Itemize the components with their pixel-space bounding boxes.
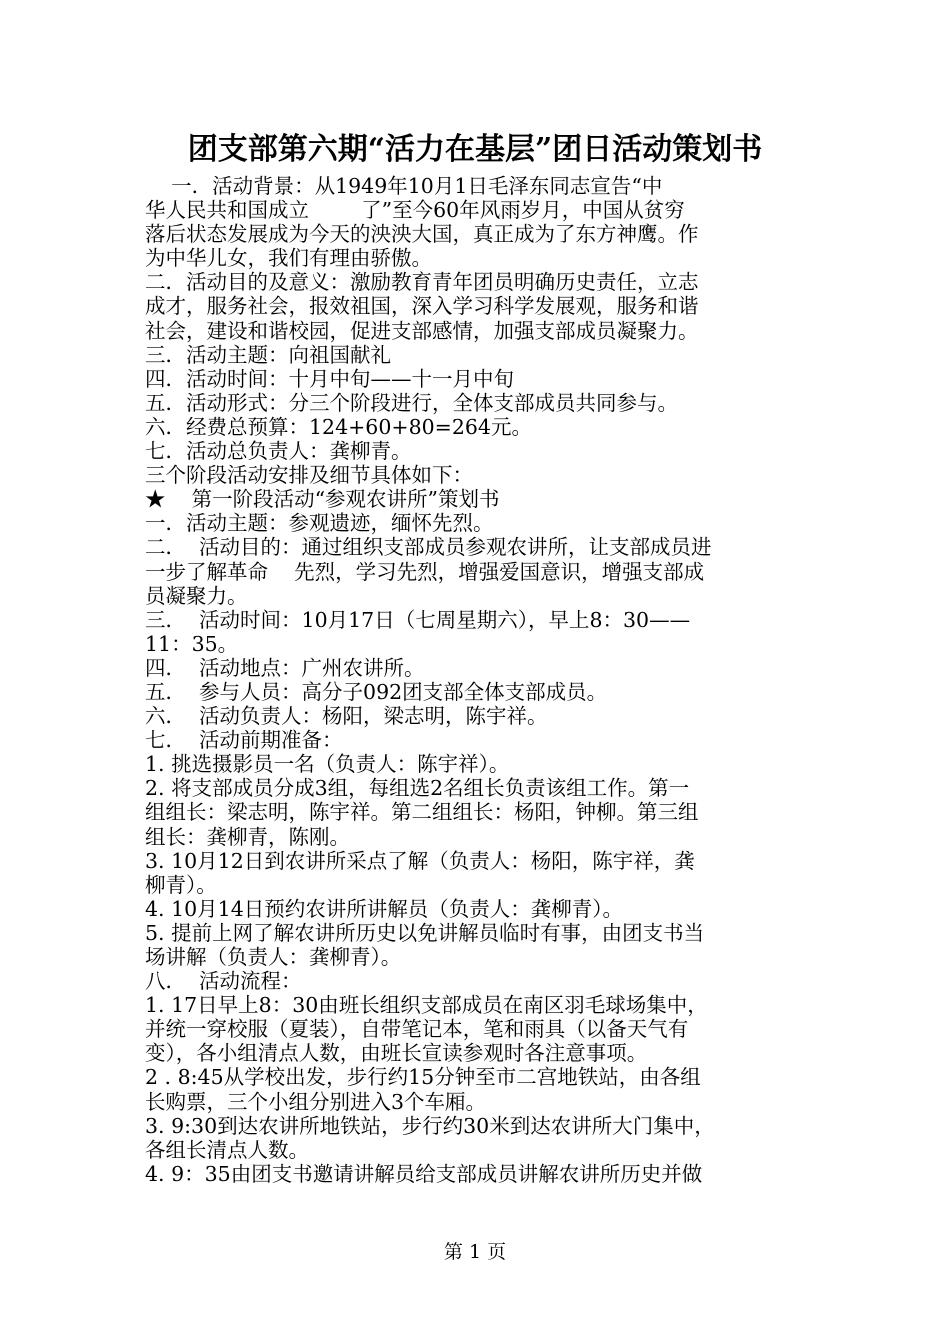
body-line: 七． 活动前期准备： xyxy=(145,728,343,753)
body-line: 六．经费总预算：124+60+80=264元。 xyxy=(145,414,532,439)
body-line: 一．活动背景：从1949年10月1日毛泽东同志宣告“中 xyxy=(145,174,663,198)
body-line: 2. 将支部成员分成3组，每组选2名组长负责该组工作。第一 xyxy=(145,776,690,801)
body-line: 二． 活动目的：通过组织支部成员参观农讲所，让支部成员进 xyxy=(145,535,712,560)
body-line: 五．活动形式：分三个阶段进行，全体支部成员共同参与。 xyxy=(145,390,678,415)
body-line: 成才，服务社会，报效祖国，深入学习科学发展观，服务和谐 xyxy=(145,294,699,319)
body-line: 2 . 8:45从学校出发，步行约15分钟至市二宫地铁站，由各组 xyxy=(145,1065,701,1090)
body-line: 一．活动主题：参观遗迹，缅怀先烈。 xyxy=(145,511,494,536)
body-line: 华人民共和国成立 了”至今60年风雨岁月，中国从贫穷 xyxy=(145,198,685,223)
body-line: 三个阶段活动安排及细节具体如下： xyxy=(145,463,473,488)
body-line: 柳青）。 xyxy=(145,872,217,897)
body-line: 三．活动主题：向祖国献礼 xyxy=(145,342,391,367)
body-line: 八． 活动流程： xyxy=(145,969,302,994)
document-title: 团支部第六期“活力在基层”团日活动策划书 xyxy=(187,132,763,167)
body-line: 1. 17日早上8：30由班长组织支部成员在南区羽毛球场集中， xyxy=(145,993,708,1018)
body-line: ★ 第一阶段活动“参观农讲所”策划书 xyxy=(145,487,500,512)
body-line: 场讲解（负责人：龚柳青）。 xyxy=(145,945,402,969)
body-line: 二．活动目的及意义：激励教育青年团员明确历史责任，立志 xyxy=(145,270,699,295)
body-line: 11：35。 xyxy=(145,631,239,656)
body-line: 一步了解革命 先烈，学习先烈，增强爱国意识，增强支部成 xyxy=(145,559,705,584)
body-line: 3. 9:30到达农讲所地铁站，步行约30米到达农讲所大门集中， xyxy=(145,1113,715,1138)
body-line: 变），各小组清点人数，由班长宣读参观时各注意事项。 xyxy=(145,1041,648,1066)
document-body xyxy=(145,174,805,1186)
body-line: 4. 9：35由团支书邀请讲解员给支部成员讲解农讲所历史并做 xyxy=(145,1161,703,1186)
body-line: 七．活动总负责人：龚柳青。 xyxy=(145,439,412,464)
body-line: 并统一穿校服（夏装），自带笔记本，笔和雨具（以备天气有 xyxy=(145,1017,689,1042)
body-line: 组长：龚柳青，陈刚。 xyxy=(145,824,350,849)
body-line: 四． 活动地点：广州农讲所。 xyxy=(145,655,425,680)
body-line: 六． 活动负责人：杨阳，梁志明，陈宇祥。 xyxy=(145,704,548,729)
body-line: 为中华儿女，我们有理由骄傲。 xyxy=(145,246,432,271)
body-line: 落后状态发展成为今天的泱泱大国，真正成为了东方神鹰。作 xyxy=(145,222,699,247)
body-line: 4. 10月14日预约农讲所讲解员（负责人：龚柳青）。 xyxy=(145,896,623,921)
body-line: 各组长清点人数。 xyxy=(145,1137,309,1162)
body-line: 3. 10月12日到农讲所采点了解（负责人：杨阳，陈宇祥，龚 xyxy=(145,848,695,873)
body-line: 四．活动时间：十月中旬——十一月中旬 xyxy=(145,366,514,391)
body-line: 1. 挑选摄影员一名（负责人：陈宇祥）。 xyxy=(145,752,510,777)
page-number: 第 1 页 xyxy=(443,1241,507,1263)
body-line: 5. 提前上网了解农讲所历史以免讲解员临时有事，由团支书当 xyxy=(145,920,705,945)
body-line: 组组长：梁志明，陈宇祥。第二组组长：杨阳，钟柳。第三组 xyxy=(145,800,699,825)
body-line: 长购票，三个小组分别进入3个车厢。 xyxy=(145,1089,487,1114)
body-line: 三． 活动时间：10月17日（七周星期六），早上8：30—— xyxy=(145,607,691,632)
body-line: 社会，建设和谐校园，促进支部感情，加强支部成员凝聚力。 xyxy=(145,318,699,343)
body-line: 五． 参与人员：高分子092团支部全体支部成员。 xyxy=(145,679,608,704)
body-line: 员凝聚力。 xyxy=(145,583,248,608)
